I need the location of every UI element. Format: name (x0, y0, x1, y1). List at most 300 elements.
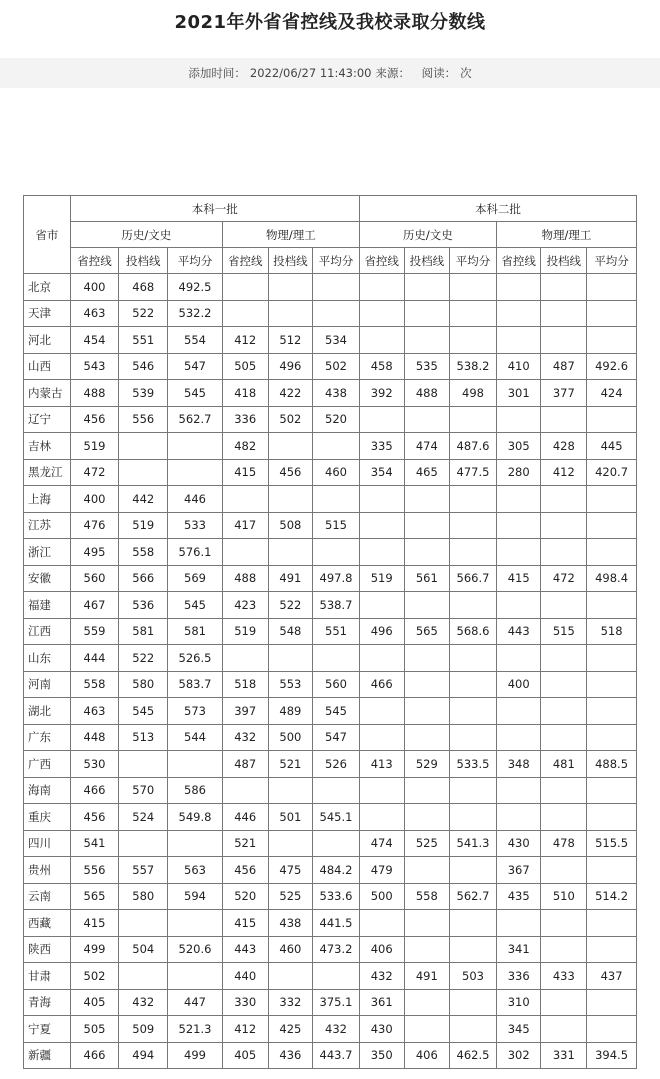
score-cell: 558 (70, 671, 119, 698)
score-cell (404, 539, 450, 566)
province-cell: 内蒙古 (24, 380, 71, 407)
column-header: 省控线 (222, 248, 268, 274)
score-cell (587, 804, 637, 831)
score-cell: 412 (541, 459, 587, 486)
table-row (24, 883, 637, 910)
score-cell (359, 724, 404, 751)
table-row (24, 724, 637, 751)
score-cell (168, 751, 223, 778)
score-cell (541, 512, 587, 539)
score-cell: 405 (70, 989, 119, 1016)
score-cell (450, 671, 497, 698)
table-row (24, 804, 637, 831)
score-cell (359, 274, 404, 301)
score-cell: 522 (119, 645, 168, 672)
score-cell: 519 (222, 618, 268, 645)
score-cell: 423 (222, 592, 268, 619)
article-meta-bar (0, 58, 660, 88)
score-cell: 502 (70, 963, 119, 990)
province-cell: 江苏 (24, 512, 71, 539)
score-cell: 413 (359, 751, 404, 778)
score-cell: 367 (496, 857, 541, 884)
score-cell (404, 804, 450, 831)
column-header: 投档线 (541, 248, 587, 274)
province-cell: 北京 (24, 274, 71, 301)
score-cell: 475 (268, 857, 313, 884)
score-cell: 341 (496, 936, 541, 963)
score-cell (222, 274, 268, 301)
score-cell (541, 1016, 587, 1043)
score-cell: 520.6 (168, 936, 223, 963)
score-cell (450, 327, 497, 354)
score-cell: 496 (359, 618, 404, 645)
table-row (24, 857, 637, 884)
score-cell: 556 (70, 857, 119, 884)
table-row (24, 830, 637, 857)
table-row (24, 327, 637, 354)
score-cell: 474 (359, 830, 404, 857)
province-cell: 重庆 (24, 804, 71, 831)
score-cell: 502 (268, 406, 313, 433)
score-cell: 454 (70, 327, 119, 354)
score-cell (450, 724, 497, 751)
score-cell: 466 (70, 1042, 119, 1069)
score-cell (587, 539, 637, 566)
column-header: 平均分 (587, 248, 637, 274)
score-cell (587, 327, 637, 354)
score-cell: 392 (359, 380, 404, 407)
province-cell: 上海 (24, 486, 71, 513)
score-cell: 565 (404, 618, 450, 645)
batch-header-1: 本科一批 (70, 196, 359, 222)
score-cell: 498 (450, 380, 497, 407)
score-cell: 498.4 (587, 565, 637, 592)
score-cell (268, 539, 313, 566)
column-header: 投档线 (268, 248, 313, 274)
province-cell: 山西 (24, 353, 71, 380)
score-cell (404, 406, 450, 433)
score-cell: 538.2 (450, 353, 497, 380)
score-cell: 541 (70, 830, 119, 857)
score-cell: 354 (359, 459, 404, 486)
score-cell: 488 (70, 380, 119, 407)
score-cell: 544 (168, 724, 223, 751)
score-cell: 488.5 (587, 751, 637, 778)
score-cell: 479 (359, 857, 404, 884)
score-cell: 447 (168, 989, 223, 1016)
score-cell (587, 406, 637, 433)
score-cell: 512 (268, 327, 313, 354)
score-cell (450, 989, 497, 1016)
score-cell (496, 300, 541, 327)
score-cell (541, 592, 587, 619)
score-cell: 400 (70, 274, 119, 301)
score-cell: 460 (313, 459, 360, 486)
score-cell: 280 (496, 459, 541, 486)
score-cell: 502 (313, 353, 360, 380)
score-cell: 556 (119, 406, 168, 433)
score-cell (268, 777, 313, 804)
score-cell (313, 433, 360, 460)
score-cell (268, 300, 313, 327)
score-cell: 415 (222, 910, 268, 937)
table-row (24, 989, 637, 1016)
score-cell (268, 274, 313, 301)
score-cell: 440 (222, 963, 268, 990)
score-cell: 332 (268, 989, 313, 1016)
table-row (24, 618, 637, 645)
score-cell: 547 (313, 724, 360, 751)
score-cell: 406 (404, 1042, 450, 1069)
score-cell: 467 (70, 592, 119, 619)
score-cell (450, 1016, 497, 1043)
column-header: 省控线 (496, 248, 541, 274)
score-cell: 554 (168, 327, 223, 354)
score-cell (404, 327, 450, 354)
read-count-suffix: 次 (460, 66, 472, 80)
score-cell (541, 300, 587, 327)
column-header: 投档线 (404, 248, 450, 274)
score-cell (404, 671, 450, 698)
score-cell: 476 (70, 512, 119, 539)
score-cell (168, 433, 223, 460)
score-cell: 489 (268, 698, 313, 725)
score-cell (541, 857, 587, 884)
province-cell: 江西 (24, 618, 71, 645)
score-cell: 456 (222, 857, 268, 884)
score-cell (541, 645, 587, 672)
score-cell (359, 300, 404, 327)
score-cell: 492.5 (168, 274, 223, 301)
table-row (24, 1042, 637, 1069)
score-cell: 305 (496, 433, 541, 460)
score-cell: 394.5 (587, 1042, 637, 1069)
score-cell: 400 (70, 486, 119, 513)
score-cell (268, 830, 313, 857)
score-cell: 487 (541, 353, 587, 380)
score-cell: 446 (168, 486, 223, 513)
score-cell (541, 486, 587, 513)
table-row (24, 380, 637, 407)
score-cell: 558 (119, 539, 168, 566)
score-cell (450, 592, 497, 619)
table-row (24, 353, 637, 380)
score-cell: 446 (222, 804, 268, 831)
score-cell: 425 (268, 1016, 313, 1043)
score-cell (541, 804, 587, 831)
score-cell: 445 (587, 433, 637, 460)
header-row-batch (24, 196, 637, 222)
score-cell: 501 (268, 804, 313, 831)
score-cell (268, 645, 313, 672)
score-cell (541, 936, 587, 963)
score-cell: 432 (119, 989, 168, 1016)
table-row (24, 539, 637, 566)
score-cell: 443.7 (313, 1042, 360, 1069)
score-cell: 500 (268, 724, 313, 751)
score-cell: 513 (119, 724, 168, 751)
score-cell (587, 910, 637, 937)
score-cell: 504 (119, 936, 168, 963)
track-header: 物理/理工 (222, 222, 359, 248)
province-cell: 海南 (24, 777, 71, 804)
score-cell (222, 300, 268, 327)
score-cell (222, 777, 268, 804)
score-cell: 472 (70, 459, 119, 486)
score-cell (404, 300, 450, 327)
score-cell (404, 1016, 450, 1043)
score-cell: 520 (222, 883, 268, 910)
score-cell (496, 406, 541, 433)
score-cell: 562.7 (450, 883, 497, 910)
score-cell (404, 724, 450, 751)
score-cell (313, 830, 360, 857)
score-cell: 499 (168, 1042, 223, 1069)
score-cell (404, 512, 450, 539)
score-cell (359, 804, 404, 831)
province-cell: 辽宁 (24, 406, 71, 433)
score-cell: 586 (168, 777, 223, 804)
track-header: 历史/文史 (70, 222, 222, 248)
score-cell (450, 406, 497, 433)
score-cell: 444 (70, 645, 119, 672)
score-cell: 551 (119, 327, 168, 354)
score-cell: 533.5 (450, 751, 497, 778)
score-cell: 496 (268, 353, 313, 380)
score-cell: 410 (496, 353, 541, 380)
score-cell: 428 (541, 433, 587, 460)
score-cell: 580 (119, 883, 168, 910)
score-cell: 336 (496, 963, 541, 990)
score-cell (496, 327, 541, 354)
score-cell: 526.5 (168, 645, 223, 672)
score-cell: 524 (119, 804, 168, 831)
score-cell: 495 (70, 539, 119, 566)
score-cell (587, 1016, 637, 1043)
table-row (24, 512, 637, 539)
score-cell (404, 274, 450, 301)
score-cell (496, 592, 541, 619)
table-row (24, 433, 637, 460)
score-cell: 519 (70, 433, 119, 460)
score-cell: 500 (359, 883, 404, 910)
score-cell: 415 (222, 459, 268, 486)
score-cell (496, 539, 541, 566)
score-cell: 530 (70, 751, 119, 778)
score-cell (168, 910, 223, 937)
score-cell: 525 (268, 883, 313, 910)
score-cell (541, 274, 587, 301)
score-cell (222, 539, 268, 566)
score-cell: 302 (496, 1042, 541, 1069)
score-cell: 509 (119, 1016, 168, 1043)
score-cell: 545 (168, 592, 223, 619)
score-cell: 487 (222, 751, 268, 778)
score-cell (450, 512, 497, 539)
score-cell (541, 406, 587, 433)
table-row (24, 777, 637, 804)
score-cell (450, 804, 497, 831)
table-row (24, 406, 637, 433)
score-cell: 361 (359, 989, 404, 1016)
score-cell: 484.2 (313, 857, 360, 884)
score-cell: 463 (70, 698, 119, 725)
score-cell: 529 (404, 751, 450, 778)
score-cell: 535 (404, 353, 450, 380)
score-cell: 456 (70, 406, 119, 433)
score-cell (359, 406, 404, 433)
score-cell: 515 (541, 618, 587, 645)
table-row (24, 671, 637, 698)
table-row (24, 751, 637, 778)
score-cell: 415 (496, 565, 541, 592)
score-cell: 460 (268, 936, 313, 963)
score-cell: 412 (222, 327, 268, 354)
province-cell: 西藏 (24, 910, 71, 937)
score-cell: 545.1 (313, 804, 360, 831)
score-cell: 473.2 (313, 936, 360, 963)
score-cell: 594 (168, 883, 223, 910)
province-cell: 福建 (24, 592, 71, 619)
score-cell: 456 (268, 459, 313, 486)
page-title: 2021年外省省控线及我校录取分数线 (174, 12, 486, 33)
score-cell (404, 777, 450, 804)
score-cell: 522 (268, 592, 313, 619)
score-cell: 508 (268, 512, 313, 539)
score-cell: 432 (313, 1016, 360, 1043)
score-cell (313, 539, 360, 566)
score-cell: 568.6 (450, 618, 497, 645)
province-cell: 浙江 (24, 539, 71, 566)
score-cell (404, 936, 450, 963)
score-cell: 301 (496, 380, 541, 407)
score-cell: 520 (313, 406, 360, 433)
score-cell (313, 486, 360, 513)
score-cell: 581 (168, 618, 223, 645)
score-cell (404, 645, 450, 672)
score-cell (541, 698, 587, 725)
score-cell: 418 (222, 380, 268, 407)
score-cell: 518 (587, 618, 637, 645)
score-cell (119, 459, 168, 486)
score-cell (404, 698, 450, 725)
province-cell: 甘肃 (24, 963, 71, 990)
score-cell: 462.5 (450, 1042, 497, 1069)
score-cell (222, 486, 268, 513)
score-cell (359, 327, 404, 354)
province-cell: 河北 (24, 327, 71, 354)
table-row (24, 486, 637, 513)
score-cell: 533.6 (313, 883, 360, 910)
score-cell: 422 (268, 380, 313, 407)
score-cell: 499 (70, 936, 119, 963)
score-cell (496, 512, 541, 539)
score-cell: 557 (119, 857, 168, 884)
score-cell (496, 724, 541, 751)
score-cell: 522 (119, 300, 168, 327)
score-cell (168, 459, 223, 486)
score-cell: 441.5 (313, 910, 360, 937)
column-header: 平均分 (450, 248, 497, 274)
score-cell: 583.7 (168, 671, 223, 698)
table-row (24, 274, 637, 301)
score-cell (450, 698, 497, 725)
column-header: 投档线 (119, 248, 168, 274)
score-cell (119, 433, 168, 460)
score-cell (541, 724, 587, 751)
score-cell: 558 (404, 883, 450, 910)
score-cell: 562.7 (168, 406, 223, 433)
score-cell: 576.1 (168, 539, 223, 566)
score-cell (541, 777, 587, 804)
score-cell: 336 (222, 406, 268, 433)
column-header: 平均分 (168, 248, 223, 274)
score-cell: 348 (496, 751, 541, 778)
score-cell (587, 486, 637, 513)
score-cell: 505 (222, 353, 268, 380)
read-count-label: 阅读： (421, 66, 457, 80)
score-cell: 435 (496, 883, 541, 910)
province-cell: 广西 (24, 751, 71, 778)
score-cell (119, 830, 168, 857)
table-row (24, 963, 637, 990)
score-cell (541, 910, 587, 937)
score-cell: 553 (268, 671, 313, 698)
score-cell: 505 (70, 1016, 119, 1043)
score-cell: 547 (168, 353, 223, 380)
score-cell: 345 (496, 1016, 541, 1043)
score-cell (313, 645, 360, 672)
province-cell: 吉林 (24, 433, 71, 460)
score-cell: 532.2 (168, 300, 223, 327)
score-cell: 438 (313, 380, 360, 407)
score-cell (450, 486, 497, 513)
table-row (24, 936, 637, 963)
score-cell: 541.3 (450, 830, 497, 857)
score-cell (587, 989, 637, 1016)
score-cell: 536 (119, 592, 168, 619)
score-cell: 466 (70, 777, 119, 804)
score-cell: 488 (222, 565, 268, 592)
table-row (24, 592, 637, 619)
score-cell: 560 (313, 671, 360, 698)
score-cell: 350 (359, 1042, 404, 1069)
score-cell: 377 (541, 380, 587, 407)
score-cell: 560 (70, 565, 119, 592)
score-cell: 433 (541, 963, 587, 990)
score-cell: 581 (119, 618, 168, 645)
score-cell (313, 274, 360, 301)
score-cell: 545 (313, 698, 360, 725)
score-cell: 503 (450, 963, 497, 990)
table-row (24, 565, 637, 592)
score-cell (268, 433, 313, 460)
province-cell: 安徽 (24, 565, 71, 592)
province-cell: 广东 (24, 724, 71, 751)
added-time-label: 添加时间： (188, 66, 246, 80)
score-cell: 430 (496, 830, 541, 857)
score-cell: 442 (119, 486, 168, 513)
province-cell: 湖北 (24, 698, 71, 725)
score-cell (313, 963, 360, 990)
score-cell: 494 (119, 1042, 168, 1069)
score-cell: 415 (70, 910, 119, 937)
province-cell: 新疆 (24, 1042, 71, 1069)
score-cell: 430 (359, 1016, 404, 1043)
score-cell: 463 (70, 300, 119, 327)
score-cell: 406 (359, 936, 404, 963)
province-cell: 青海 (24, 989, 71, 1016)
